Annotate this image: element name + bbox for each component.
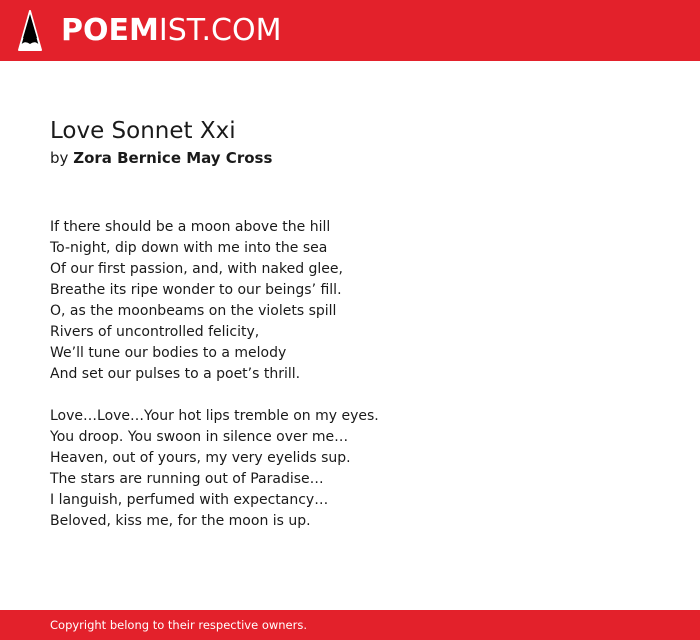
- poem-body: [50, 217, 670, 532]
- byline-label: by: [50, 149, 69, 167]
- poem-title: Love Sonnet Xxi: [50, 118, 236, 144]
- poem-author[interactable]: Zora Bernice May Cross: [73, 149, 273, 167]
- logo-word-light: IST.COM: [158, 13, 282, 48]
- site-logo-text: [61, 13, 282, 48]
- poem-line: Of our first passion, and, with naked glee,: [50, 261, 343, 277]
- site-logo-link[interactable]: [17, 9, 281, 53]
- poem-line: Breathe its ripe wonder to our beings’ fill.: [50, 282, 342, 298]
- logo-word-bold: POEM: [61, 13, 159, 48]
- poem-line: Beloved, kiss me, for the moon is up.: [50, 513, 311, 529]
- poem-line: I languish, perfumed with expectancy…: [50, 492, 329, 508]
- pencil-tip-icon: [17, 10, 43, 52]
- footer-copyright: Copyright belong to their respective owners.: [50, 618, 308, 632]
- top-bar: [0, 0, 700, 61]
- poem-line: Rivers of uncontrolled felicity,: [50, 324, 260, 340]
- poem-line: We’ll tune our bodies to a melody: [50, 345, 287, 361]
- poem-byline: [50, 147, 670, 169]
- poem-line: Heaven, out of yours, my very eyelids sup.: [50, 450, 351, 466]
- poem-line: O, as the moonbeams on the violets spill: [50, 303, 337, 319]
- poem-content: [50, 116, 670, 553]
- poem-stanza-1: [50, 217, 670, 385]
- poem-line: The stars are running out of Paradise…: [50, 471, 324, 487]
- poem-line: You droop. You swoon in silence over me…: [50, 429, 349, 445]
- footer-bar: [0, 610, 700, 640]
- poem-stanza-2: [50, 406, 670, 532]
- poem-line: If there should be a moon above the hill: [50, 219, 331, 235]
- poem-line: To-night, dip down with me into the sea: [50, 240, 328, 256]
- poem-line: And set our pulses to a poet’s thrill.: [50, 366, 301, 382]
- poem-line: Love…Love…Your hot lips tremble on my eyes.: [50, 408, 379, 424]
